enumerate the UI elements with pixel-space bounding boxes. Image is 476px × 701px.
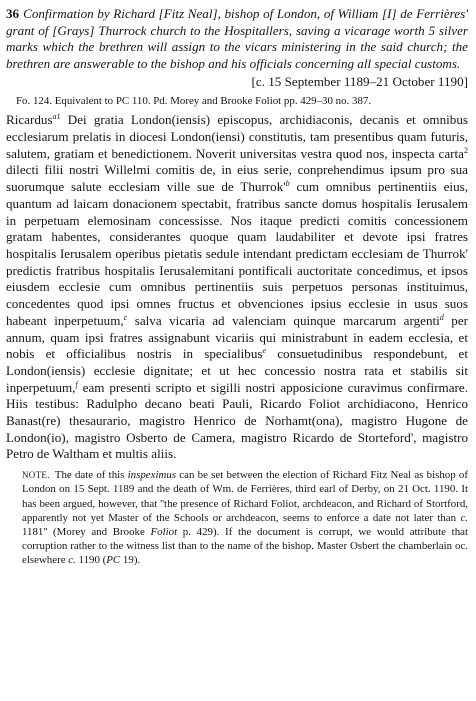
footnote-marker: 2 <box>464 145 468 155</box>
note-italic-term: Foliot <box>150 525 178 538</box>
charter-text-segment: consuetudinibus respondebunt, et London(iensis) ecclesie dignitate; et ut hec concessio nostra rata et stabilis sit inperpetuum, <box>6 346 468 395</box>
note-italic-term: c. <box>68 554 76 567</box>
note-label: NOTE. <box>22 470 50 481</box>
note-text-segment: 1190 ( <box>75 554 107 567</box>
footnote-marker: d <box>439 312 444 322</box>
note-italic-term: inspeximus <box>127 469 177 482</box>
date-range: [c. 15 September 1189–21 October 1190] <box>251 74 468 90</box>
note-text-segment: can be set between the election of Richard Fitz Neal as bishop of London on 15 Sept. 1189 and the death of Wm. de Ferrières, third earl of Derby, on 21 Oct. 1190. It has been argued, however, that ''the presence of Richard Foliot, archdeacon, and Richard of Stortford, apparently not yet Master of the Schools or archdeacon, seems to enforce a date not later than <box>22 469 468 524</box>
note-text-segment: The date of this <box>51 469 128 482</box>
charter-text-segment: cum omnibus pertinentiis eius, quantum ad laicam donacionem spectabit, fratribus sancte domus hospitalis Ierusalem in perpetuam elemosinam concessisse. Nos itaque predicti comitis concessionem gratam habentes, considerantes quoque quam laudabiliter et devote ipsi fratres hospitalis Ierusalem operibus pietatis sedule intendant predictam ecclesiam de Thurrok' predictis fratribus hospitalis Ierusalemitani pontificali auctoritate concedimus, et ipsos eiusdem ecclesie cum omnibus pertinentiis suis perpetuos personas instituimus, concedentes quod ipsi omnes fructus et obvenciones ipsius ecclesie in usus suos habeant inperpetuum, <box>6 179 468 328</box>
footnote-marker: b <box>285 179 290 189</box>
entry-number: 36 <box>6 6 20 21</box>
editorial-note <box>22 468 468 567</box>
charter-text-segment: per annum, quam ipsi fratres assignabunt vicariis qui ministrabunt in eadem ecclesia, et nobis et officialibus nostris in specialibus <box>6 312 468 362</box>
charter-text-segment: dilecti filii nostri Willelmi comitis de, in eius serie, conprehendimus ipsum pro sua suorumque salute ecclesiam ville sue de Thurrok' <box>6 162 468 195</box>
note-text-segment: p. 429). If the document is corrupt, we would attribute that corruption rather to the witness list than to the name of the bishop. Master Osbert the chamberlain oc. elsewhere <box>22 525 468 567</box>
source-reference: Fo. 124. Equivalent to PC 110. Pd. Morey and Brooke Foliot pp. 429–30 no. 387. <box>16 95 372 108</box>
charter-text-segment: salva vicaria ad valenciam quinque marcarum argenti <box>127 312 440 328</box>
note-italic-term: PC <box>106 554 121 567</box>
latin-charter-text <box>6 112 468 463</box>
note-text-segment: 19). <box>120 554 141 567</box>
note-italic-term: c. <box>460 511 468 524</box>
footnote-marker: a1 <box>52 112 61 122</box>
footnote-marker: c <box>123 312 128 322</box>
note-text-segment: 1181'' (Morey and Brooke <box>22 525 151 538</box>
charter-text-segment: Dei gratia London(iensis) episcopus, archidiaconis, decanis et omnibus ecclesiarum prelatis in diocesi London(iensi) constitutis, tam presentibus quam futuris, salutem, gratiam et benedictionem. Noverit universitas vestra quod nos, inspecta carta <box>6 112 468 161</box>
charter-text-segment: eam presenti scripto et sigilli nostri apposicione curavimus confirmare. Hiis testibus: Radulpho decano beati Pauli, Ricardo Foliot archidiacono, Henrico Banast(re) thesaurario, magistro Henrico de Norhamt(ona), magistro Hugone de London(io), magistro Osberto de Camera, magistro Ricardo de Storteford', magistro Petro de Waltham et multis aliis. <box>6 379 468 462</box>
charter-summary: Confirmation by Richard [Fitz Neal], bishop of London, of William [I] de Ferrières' grant of [Grays] Thurrock church to the Hospitallers, saving a vicarage worth 5 silver marks which the brethren will assign to the vicars ministering in the said church; the brethren are answerable to the bishop and his officials concerning all special customs. <box>6 6 468 71</box>
footnote-marker: f <box>75 379 78 389</box>
charter-heading <box>6 6 468 72</box>
footnote-marker: e <box>262 346 267 356</box>
charter-text-segment: Ricardus <box>6 112 53 128</box>
